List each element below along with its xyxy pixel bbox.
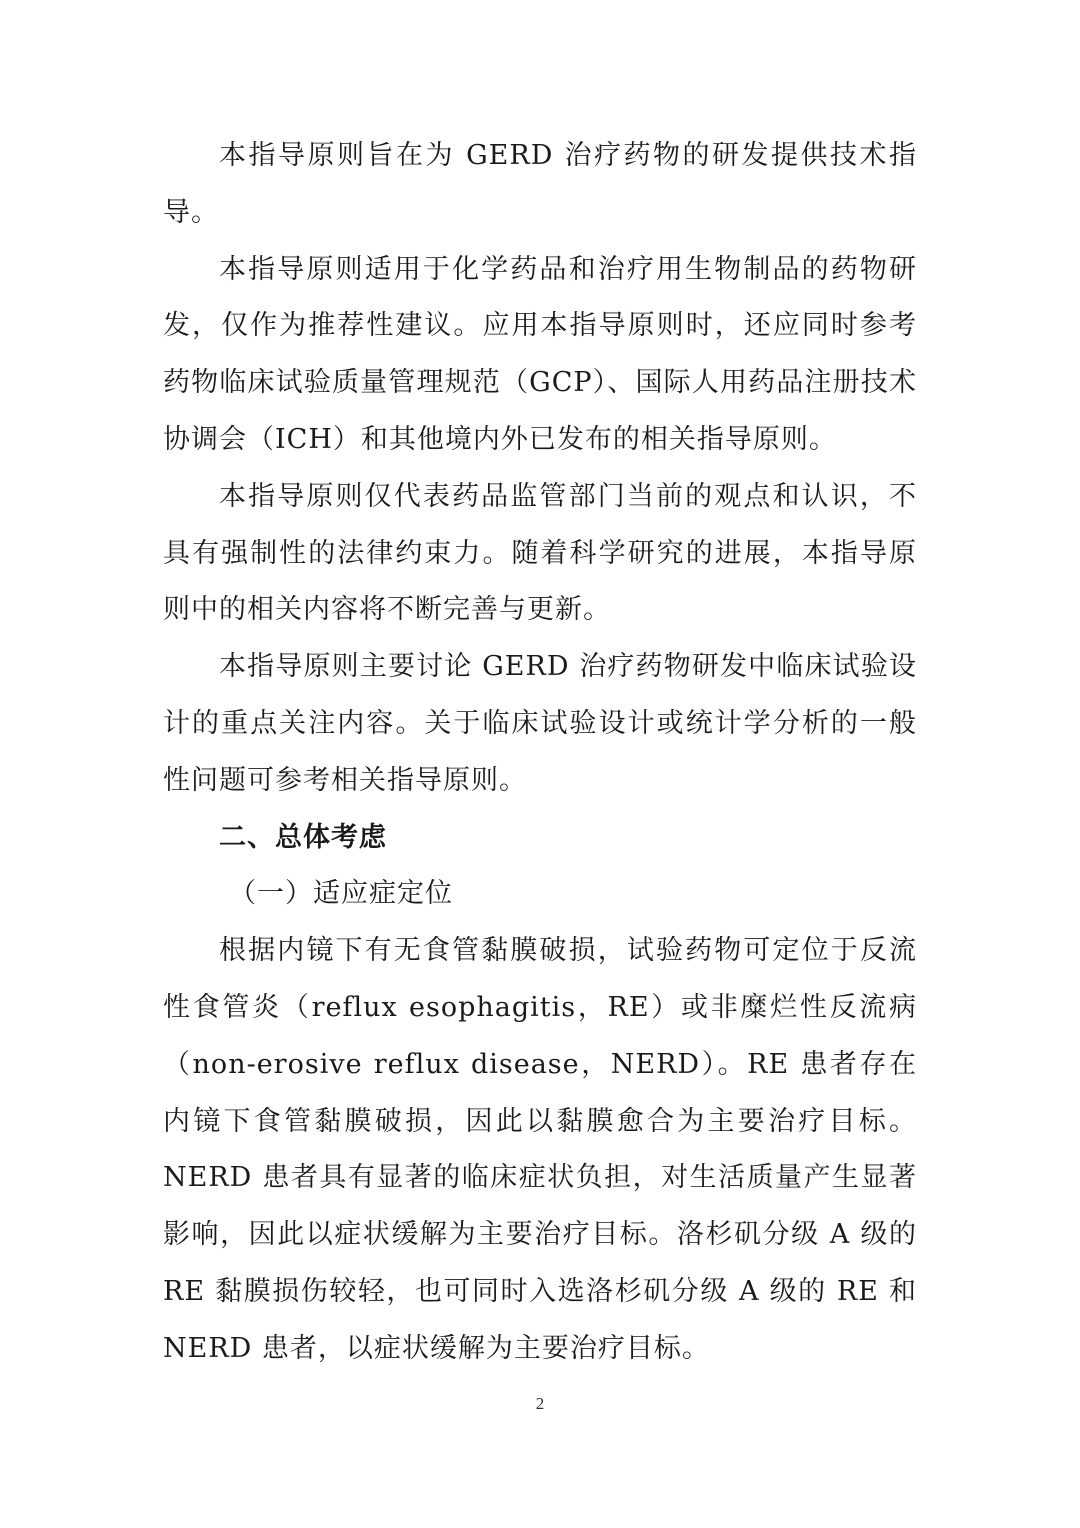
section-heading: 二、总体考虑 (219, 821, 387, 853)
page-body (163, 128, 917, 1378)
paragraph-scope: 本指导原则适用于化学药品和治疗用生物制品的药物研发，仅作为推荐性建议。应用本指导原则时，还应同时参考药物临床试验质量管理规范（GCP）、国际人用药品注册技术协调会（ICH）和其他境内外已发布的相关指导原则。 (163, 253, 917, 455)
page-number: 2 (535, 1394, 545, 1413)
subsection-heading: （一）适应症定位 (229, 878, 453, 910)
paragraph-focus: 本指导原则主要讨论 GERD 治疗药物研发中临床试验设计的重点关注内容。关于临床试验设计或统计学分析的一般性问题可参考相关指导原则。 (163, 651, 917, 796)
paragraph-purpose: 本指导原则旨在为 GERD 治疗药物的研发提供技术指导。 (163, 140, 917, 228)
paragraph-indication: 根据内镜下有无食管黏膜破损，试验药物可定位于反流性食管炎（reflux esophagitis，RE）或非糜烂性反流病（non-erosive reflux disease，NERD）。RE 患者存在内镜下食管黏膜破损，因此以黏膜愈合为主要治疗目标。NERD 患者具有显著的临床症状负担，对生活质量产生显著影响，因此以症状缓解为主要治疗目标。洛杉矶分级 A 级的 RE 黏膜损伤较轻，也可同时入选洛杉矶分级 A 级的 RE 和 NERD 患者，以症状缓解为主要治疗目标。 (163, 935, 917, 1364)
paragraph-disclaimer: 本指导原则仅代表药品监管部门当前的观点和认识，不具有强制性的法律约束力。随着科学研究的进展，本指导原则中的相关内容将不断完善与更新。 (163, 480, 917, 626)
